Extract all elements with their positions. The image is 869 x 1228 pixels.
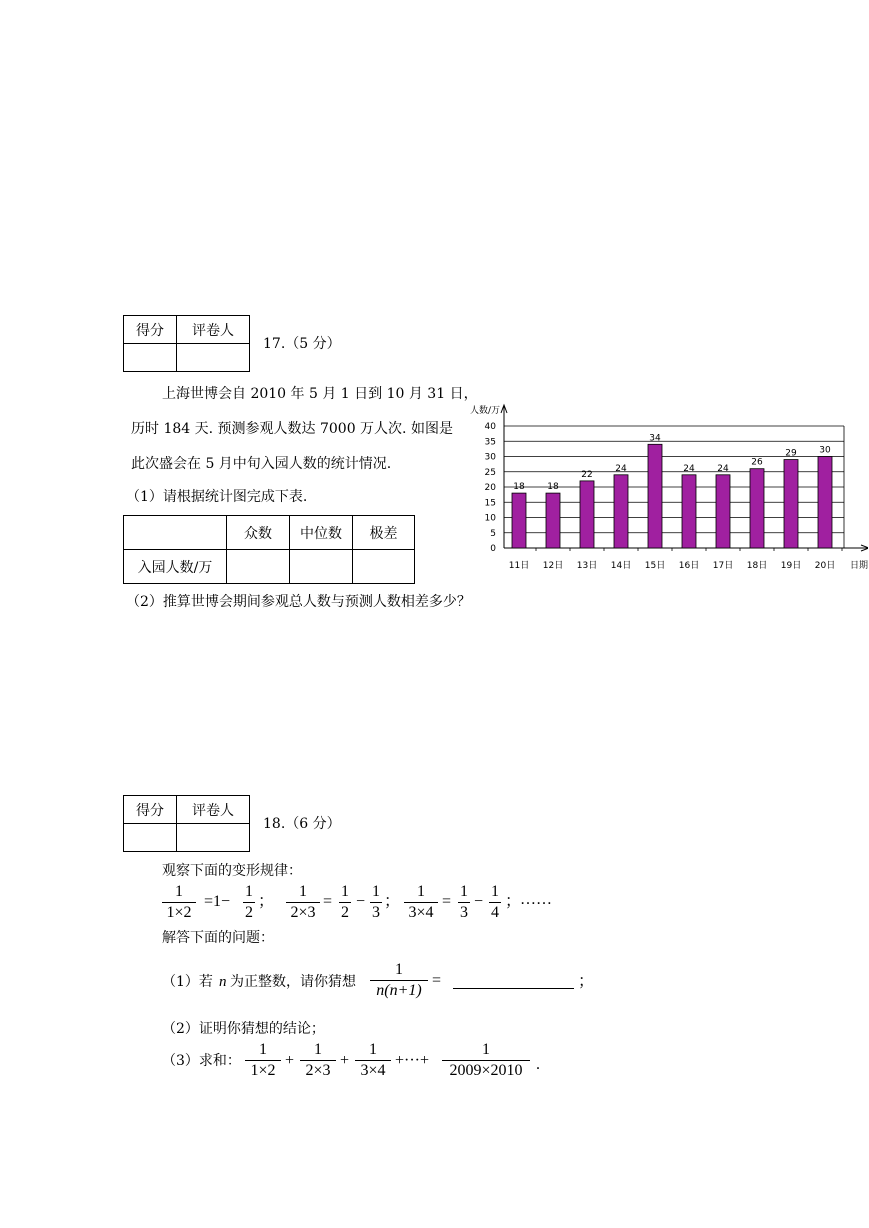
fraction-1-over-3x4 [355, 1041, 391, 1080]
denominator: 2009×2010 [449, 1062, 523, 1079]
minus-sign: − [356, 893, 366, 910]
y-tick-label: 20 [484, 483, 496, 493]
score-table-17 [123, 315, 250, 372]
denominator: 2 [245, 904, 253, 921]
fraction-1-over-2 [339, 883, 351, 922]
fraction-1-over-1x2 [162, 883, 196, 922]
bar-value-label: 24 [683, 463, 695, 474]
bar [614, 475, 628, 548]
denominator: 3 [372, 904, 380, 921]
ellipsis: …… [520, 891, 552, 908]
median-answer-cell[interactable] [290, 550, 353, 584]
separator: ； [258, 893, 275, 910]
separator: ； [578, 973, 595, 990]
y-axis-label: 人数/万 [470, 406, 501, 416]
range-header: 极差 [353, 516, 415, 550]
numerator: 1 [491, 883, 499, 900]
bar-value-label: 24 [615, 463, 627, 474]
question-17-number: 17.（5 分） [263, 336, 341, 352]
x-tick-label: 12日 [542, 561, 564, 571]
denominator: 2×3 [290, 904, 316, 921]
q18-intro: 观察下面的变形规律： [162, 863, 302, 879]
q17-paragraph-line1: 上海世博会自 2010 年 5 月 1 日到 10 月 31 日， [162, 386, 478, 402]
q17-paragraph-line2: 历时 184 天. 预测参观人数达 7000 万人次. 如图是 [131, 421, 453, 437]
y-tick-label: 0 [490, 544, 496, 554]
grader-header: 评卷人 [177, 316, 250, 344]
fraction-1-over-2 [243, 883, 255, 922]
plus-ellipsis-plus: +···+ [395, 1052, 430, 1069]
y-tick-label: 35 [484, 437, 496, 448]
bar [818, 457, 832, 549]
numerator: 1 [417, 883, 425, 900]
numerator: 1 [460, 883, 468, 900]
score-header: 得分 [124, 796, 177, 824]
table-corner-cell [124, 516, 227, 550]
equals-sign: = [432, 972, 442, 989]
plus-sign: + [340, 1052, 350, 1069]
denominator: 3×4 [408, 904, 434, 921]
equals-sign: = [442, 893, 452, 910]
q17-part1: （1）请根据统计图完成下表. [126, 489, 308, 505]
period: . [536, 1056, 540, 1073]
minus-sign: − [474, 893, 484, 910]
plus-sign: + [285, 1052, 295, 1069]
x-axis-label: 日期 [850, 561, 868, 571]
equals-one-minus: =1− [204, 893, 231, 910]
numerator: 1 [245, 883, 253, 900]
separator: ； [505, 893, 522, 910]
x-tick-label: 19日 [780, 561, 802, 571]
denominator: 1×2 [250, 1062, 276, 1079]
fraction-1-over-1x2 [245, 1041, 281, 1080]
score-cell[interactable] [124, 824, 177, 852]
numerator: 1 [369, 1041, 377, 1058]
denominator: 2×3 [305, 1062, 331, 1079]
fraction-1-over-3 [370, 883, 382, 922]
x-tick-label: 18日 [746, 561, 768, 571]
median-header: 中位数 [290, 516, 353, 550]
grader-cell[interactable] [177, 344, 250, 372]
x-tick-label: 16日 [678, 561, 700, 571]
y-tick-label: 25 [484, 467, 496, 478]
bar [716, 475, 730, 548]
fraction-1-over-n-n-plus-1 [370, 961, 428, 1000]
y-tick-label: 10 [484, 513, 496, 524]
grader-cell[interactable] [177, 824, 250, 852]
separator: ； [384, 893, 401, 910]
fraction-1-over-2009x2010 [442, 1041, 530, 1080]
numerator: 1 [175, 883, 183, 900]
x-tick-label: 14日 [610, 561, 632, 571]
visitors-row-label: 入园人数/万 [124, 550, 227, 584]
x-tick-label: 17日 [712, 561, 734, 571]
numerator: 1 [314, 1041, 322, 1058]
bar-value-label: 18 [513, 482, 525, 493]
question-18-number: 18.（6 分） [263, 816, 341, 832]
fraction-1-over-3 [458, 883, 470, 922]
score-header: 得分 [124, 316, 177, 344]
q18-answer-heading: 解答下面的问题： [162, 930, 274, 946]
fraction-1-over-2x3 [300, 1041, 336, 1080]
numerator: 1 [341, 883, 349, 900]
statistics-table [123, 515, 415, 584]
q18-part3-prefix: （3）求和： [162, 1053, 241, 1069]
bar [750, 469, 764, 548]
equals-sign: = [323, 893, 333, 910]
bar-value-label: 29 [785, 448, 797, 459]
fraction-1-over-4 [489, 883, 501, 922]
bar-value-label: 22 [581, 469, 593, 480]
bar [648, 444, 662, 548]
bar [682, 475, 696, 548]
score-table-18 [123, 795, 250, 852]
q17-paragraph-line3: 此次盛会在 5 月中旬入园人数的统计情况. [131, 456, 392, 472]
bar-value-label: 34 [649, 433, 661, 444]
q18-part1-prefix: （1）若 [162, 974, 213, 990]
bar-value-label: 26 [751, 457, 763, 468]
bar-value-label: 24 [717, 463, 729, 474]
fraction-1-over-3x4 [404, 883, 438, 922]
denominator: 3 [460, 904, 468, 921]
answer-blank[interactable] [453, 970, 574, 989]
score-cell[interactable] [124, 344, 177, 372]
x-tick-label: 13日 [576, 561, 598, 571]
denominator: 4 [491, 904, 499, 921]
x-tick-label: 15日 [644, 561, 666, 571]
x-tick-label: 20日 [814, 561, 836, 571]
y-tick-label: 40 [484, 422, 496, 432]
denominator: 1×2 [166, 904, 192, 921]
denominator: n(n+1) [376, 982, 422, 999]
bar [546, 493, 560, 548]
variable-n: n [219, 974, 227, 990]
mode-answer-cell[interactable] [227, 550, 290, 584]
x-tick-label: 11日 [508, 561, 530, 571]
q18-part1-text: 为正整数，请你猜想 [230, 974, 356, 990]
q17-part2: （2）推算世博会期间参观总人数与预测人数相差多少？ [126, 594, 471, 610]
y-tick-label: 15 [484, 498, 496, 509]
grader-header: 评卷人 [177, 796, 250, 824]
bar [784, 460, 798, 548]
denominator: 3×4 [360, 1062, 386, 1079]
bar [512, 493, 526, 548]
y-tick-label: 5 [490, 528, 496, 539]
numerator: 1 [395, 961, 403, 978]
numerator: 1 [372, 883, 380, 900]
mode-header: 众数 [227, 516, 290, 550]
fraction-1-over-2x3 [286, 883, 320, 922]
numerator: 1 [299, 883, 307, 900]
bar-value-label: 30 [819, 445, 831, 456]
denominator: 2 [341, 904, 349, 921]
y-tick-label: 30 [484, 452, 496, 463]
numerator: 1 [259, 1041, 267, 1058]
numerator: 1 [482, 1041, 490, 1058]
bar-value-label: 18 [547, 482, 559, 493]
q18-part2: （2）证明你猜想的结论； [162, 1021, 325, 1037]
range-answer-cell[interactable] [353, 550, 415, 584]
visitors-bar-chart [460, 390, 868, 580]
bar [580, 481, 594, 548]
